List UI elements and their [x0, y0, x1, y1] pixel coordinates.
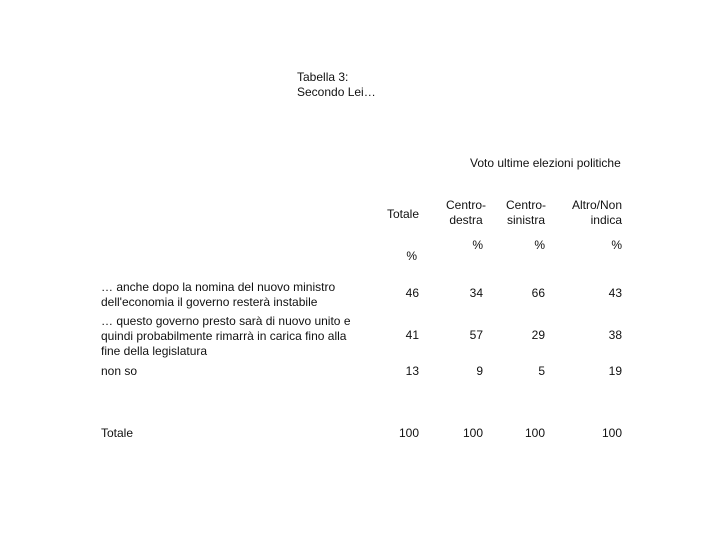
table-cell: 57: [469, 328, 483, 342]
table-title: Tabella 3:: [297, 70, 349, 84]
table-cell: 5: [538, 364, 545, 378]
group-header: Voto ultime elezioni politiche: [470, 156, 621, 170]
row-label-unito: … questo governo presto sarà di nuovo unito e quindi probabilmente rimarrà in carica fino alla fine della legislatura: [101, 314, 351, 358]
table-cell: 100: [462, 426, 483, 440]
column-header-line: Centro-: [505, 198, 546, 212]
table-cell: 13: [405, 364, 419, 378]
column-header-line: sinistra: [506, 213, 545, 227]
table-cell: 29: [531, 328, 545, 342]
column-header-centrosinistra: [496, 198, 556, 228]
column-header-centrodestra: [436, 198, 496, 228]
table-cell: 19: [608, 364, 622, 378]
table-cell: 43: [608, 286, 622, 300]
column-header-line: Altro/Non: [571, 198, 622, 212]
percent-sign: %: [611, 238, 622, 252]
table-cell: 46: [405, 286, 419, 300]
column-header-altro: [556, 198, 622, 228]
column-header-line: Centro-: [445, 198, 486, 212]
row-label-instabile: … anche dopo la nomina del nuovo ministro dell'economia il governo resterà instabile: [101, 280, 336, 309]
table-cell: 100: [601, 426, 622, 440]
table-cell: 66: [531, 286, 545, 300]
table-cell: 100: [398, 426, 419, 440]
table-subtitle: Secondo Lei…: [297, 85, 376, 99]
percent-sign: %: [534, 238, 545, 252]
table-cell: 100: [524, 426, 545, 440]
column-header-line: indica: [590, 213, 622, 227]
row-label-totale: Totale: [101, 426, 134, 440]
table-cell: 38: [608, 328, 622, 342]
table-cell: 41: [405, 328, 419, 342]
percent-sign: %: [406, 249, 417, 263]
row-label-non-so: non so: [101, 364, 138, 378]
column-header-totale: Totale: [386, 207, 419, 221]
percent-sign: %: [472, 238, 483, 252]
column-header-line: destra: [449, 213, 483, 227]
table-cell: 34: [469, 286, 483, 300]
table-cell: 9: [476, 364, 483, 378]
